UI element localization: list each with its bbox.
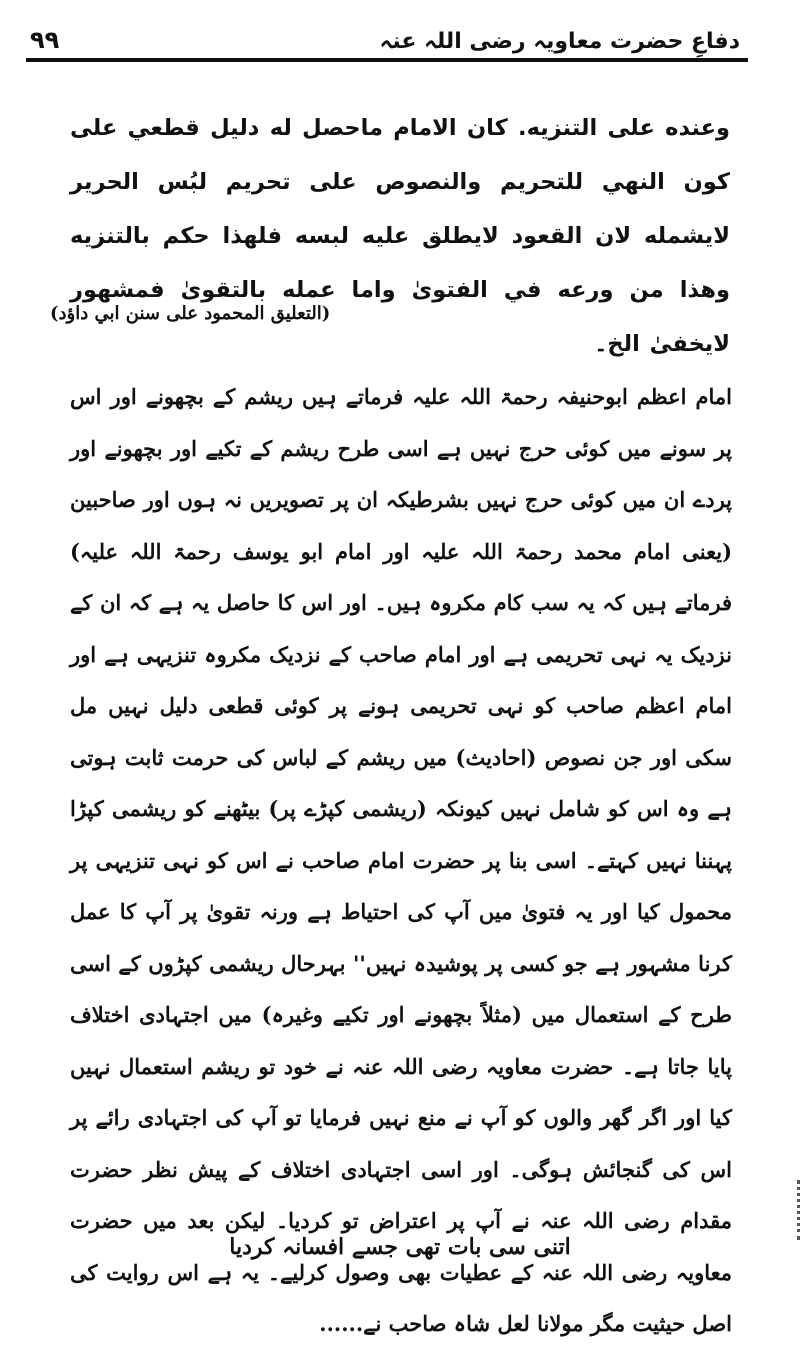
closing-verse: اتنی سی بات تھی جسے افسانہ کردیا (229, 1234, 571, 1260)
margin-mark (787, 1180, 800, 1240)
citation: (التعليق المحمود على سنن ابي داؤد) (50, 303, 331, 324)
header-rule (26, 58, 748, 62)
urdu-passage: امام اعظم ابوحنیفہ رحمۃ اللہ علیہ فرماتے ہیں ریشم کے بچھونے اور اس پر سونے میں کوئی حرج نہیں ہے اسی طرح ریشم کے تکیے اور بچھونے اور پردے ان میں کوئی حرج نہیں بشرطیکہ ان پر تصویریں نہ ہوں اور صاحبین (یعنی امام محمد رحمۃ اللہ علیہ اور امام ابو یوسف رحمۃ اللہ علیہ) فرماتے ہیں کہ یہ سب کام مکروہ ہیں۔ اور اس کا حاصل یہ ہے کہ ان کے نزدیک یہ نہی تحریمی ہے اور امام صاحب کے نزدیک مکروہ تنزیہی ہے اور امام اعظم صاحب کو نہی تحریمی ہونے پر کوئی قطعی دلیل نہیں مل سکی اور جن نصوص (احادیث) میں ریشم کے لباس کی حرمت ثابت ہوتی ہے وہ اس کو شامل نہیں کیونکہ (ریشمی کپڑے پر) بیٹھنے کو ریشمی کپڑا پہننا نہیں کہتے۔ اسی بنا پر حضرت امام صاحب نے اس کو نہی تنزیہی پر محمول کیا اور یہ فتویٰ میں آپ کی احتیاط ہے ورنہ تقویٰ پر آپ کا عمل کرنا مشہور ہے جو کسی پر پوشیدہ نہیں'' بہرحال ریشمی کپڑوں کے اسی طرح کے استعمال میں (مثلاً بچھونے اور تکیے وغیرہ) میں اجتہادی اختلاف پایا جاتا ہے۔ حضرت معاویہ رضی اللہ عنہ نے خود تو ریشم استعمال نہیں کیا اور اگر گھر والوں کو آپ نے منع نہیں فرمایا تو آپ کی اجتہادی رائے پر اس کی گنجائش ہوگی۔ اور اسی اجتہادی اختلاف کے پیش نظر حضرت مقدام رضی اللہ عنہ نے آپ پر اعتراض تو کردیا۔ لیکن بعد میں حضرت معاویہ رضی اللہ عنہ کے عطیات بھی وصول کرلیے۔ یہ ہے اس روایت کی اصل حیثیت مگر مولانا لعل شاہ صاحب نے...... (70, 384, 732, 1336)
page-header (30, 12, 740, 54)
page-number: ۹۹ (30, 26, 60, 54)
arabic-passage: وعنده على التنزيه. كان الامام ماحصل له دليل قطعي على كون النهي للتحريم والنصوص على تحريم لبُس الحرير لايشمله لان القعود لايطلق عليه لبسه فلهذا حكم بالتنزيه وهذا من ورعه في الفتوىٰ واما عمله بالتقوىٰ فمشهور لايخفىٰ الخ۔ (70, 114, 730, 357)
running-title: دفاعِ حضرت معاویہ رضی اللہ عنہ (379, 29, 740, 54)
